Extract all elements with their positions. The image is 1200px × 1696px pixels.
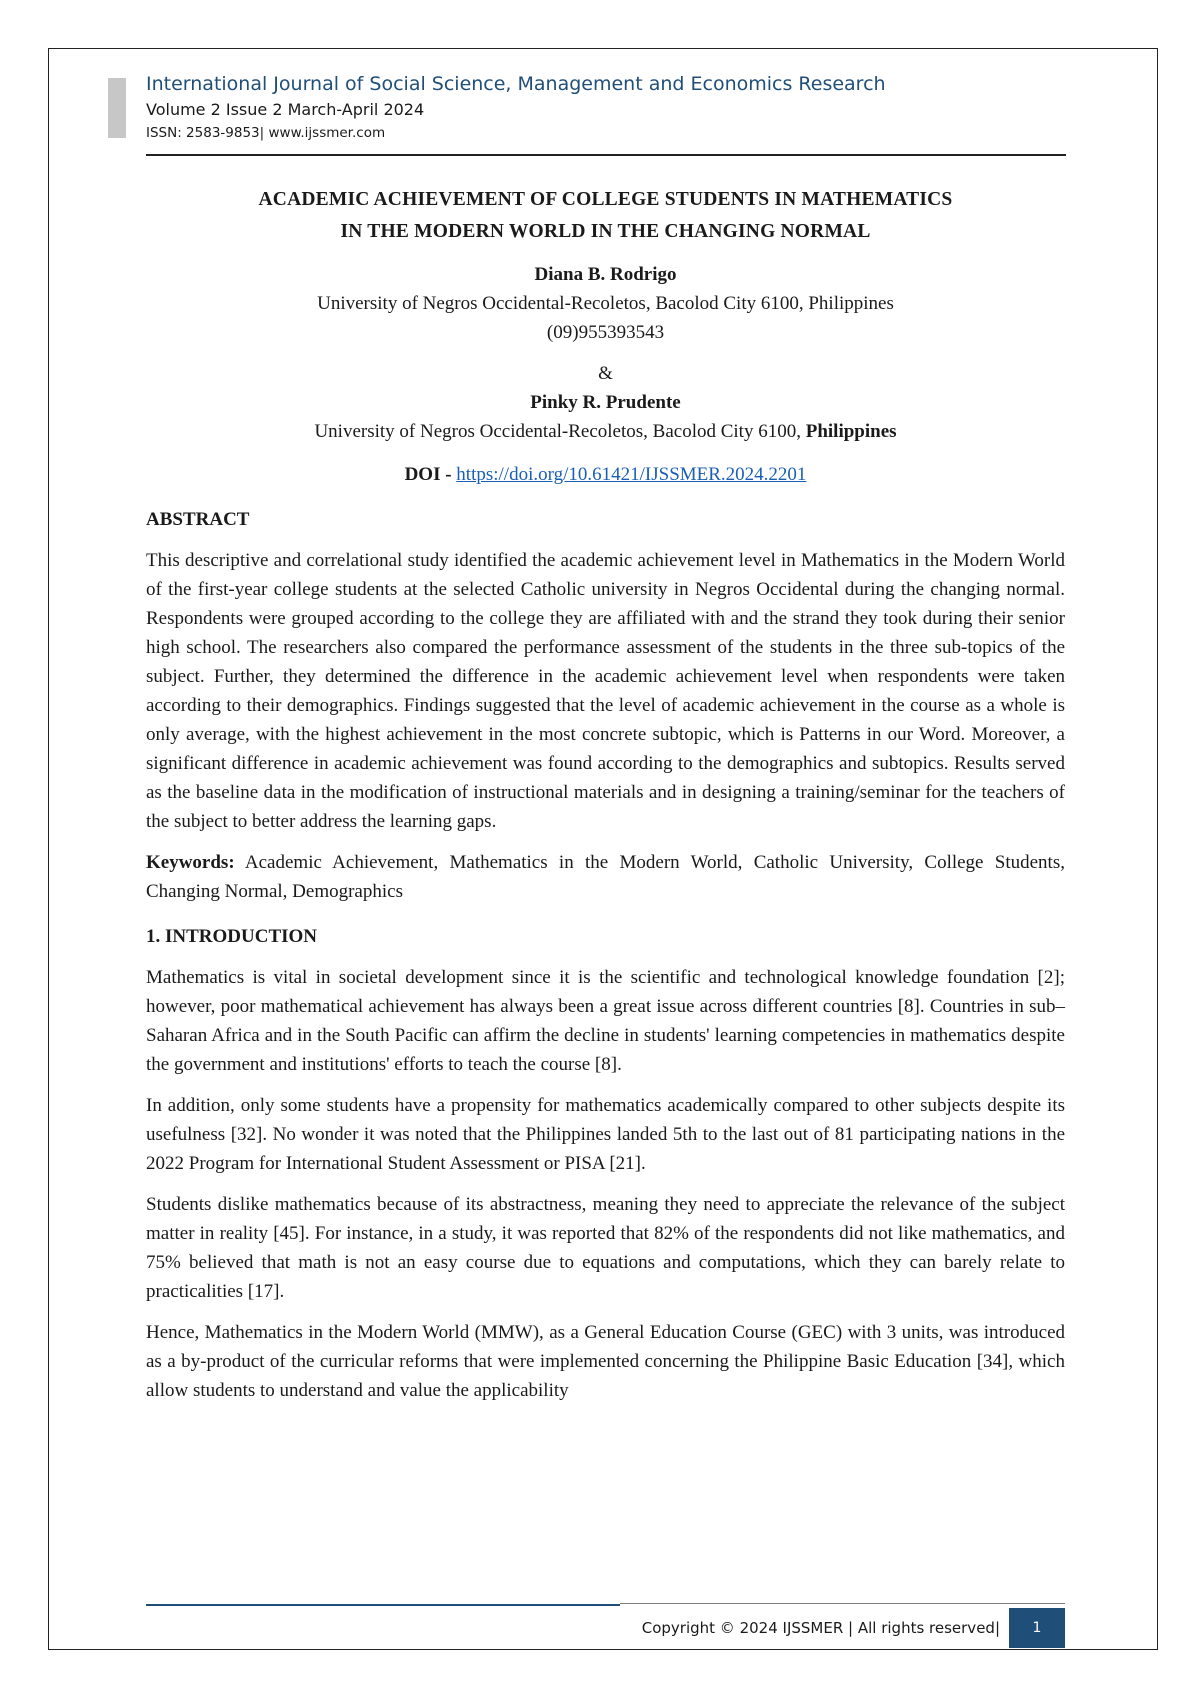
paper-content — [146, 184, 1065, 1405]
author-separator: & — [598, 363, 613, 384]
author-1-phone: (09)955393543 — [546, 322, 665, 343]
footer-copyright: Copyright © 2024 IJSSMER | All rights reserved| — [641, 1619, 1000, 1637]
author-1-name: Diana B. Rodrigo — [534, 264, 677, 285]
journal-issn: ISSN: 2583-9853| www.ijssmer.com — [146, 125, 386, 141]
intro-paragraph-3: Students dislike mathematics because of its abstractness, meaning they need to appreciate the relevance of the subject matter in reality [45]. For instance, in a study, it was reported that 82% of the respondents did not like mathematics, and 75% believed that math is not an easy course due to equations and computations, which they can barely relate to practicalities [17]. — [146, 1194, 1065, 1302]
journal-volume: Volume 2 Issue 2 March-April 2024 — [146, 100, 425, 119]
page-number-badge — [1009, 1608, 1065, 1648]
header-text-block — [146, 70, 1065, 144]
author-1-affiliation: University of Negros Occidental-Recoletos, Bacolod City 6100, Philippines — [317, 293, 894, 314]
header-rule — [146, 154, 1066, 156]
doi-link[interactable]: https://doi.org/10.61421/IJSSMER.2024.2201 — [456, 464, 807, 485]
doi-label: DOI - — [404, 464, 452, 485]
intro-paragraph-1: Mathematics is vital in societal development since it is the scientific and technological knowledge foundation [2]; however, poor mathematical achievement has always been a great issue across different countries [8]. Countries in sub–Saharan Africa and in the South Pacific can affirm the decline in students' learning competencies in mathematics despite the government and institutions' efforts to teach the course [8]. — [146, 967, 1065, 1075]
intro-paragraph-2: In addition, only some students have a propensity for mathematics academically compared to other subjects despite its usefulness [32]. No wonder it was noted that the Philippines landed 5th to the last out of 81 participating nations in the 2022 Program for International Student Assessment or PISA [21]. — [146, 1095, 1065, 1174]
footer-rule — [620, 1603, 1065, 1604]
journal-title: International Journal of Social Science, Management and Economics Research — [146, 73, 886, 95]
author-2-country: Philippines — [805, 421, 897, 442]
author-2-affiliation: University of Negros Occidental-Recoletos, Bacolod City 6100, — [314, 421, 801, 442]
keywords-text: Academic Achievement, Mathematics in the Modern World, Catholic University, College Students, Changing Normal, Demographics — [146, 852, 1065, 902]
paper-title-line-1: ACADEMIC ACHIEVEMENT OF COLLEGE STUDENTS IN MATHEMATICS — [258, 189, 953, 210]
doi-line — [146, 460, 1065, 489]
author-2-affiliation-line — [146, 417, 1065, 446]
abstract-heading: ABSTRACT — [146, 509, 250, 530]
header-accent-bar — [108, 78, 126, 138]
footer-rule-accent — [146, 1604, 620, 1606]
keywords-label: Keywords: — [146, 852, 235, 873]
keywords-paragraph — [146, 848, 1065, 906]
page-number: 1 — [1032, 1620, 1042, 1636]
abstract-text: This descriptive and correlational study identified the academic achievement level in Mathematics in the Modern World of the first-year college students at the selected Catholic university in Negros Occidental during the changing normal. Respondents were grouped according to the college they are affiliated with and the strand they took during their senior high school. The researchers also compared the performance assessment of the students in the three sub-topics of the subject. Further, they determined the difference in the academic achievement level when respondents were taken according to their demographics. Findings suggested that the level of academic achievement in the course as a whole is only average, with the highest achievement in the most concrete subtopic, which is Patterns in our Word. Moreover, a significant difference in academic achievement was found according to the demographics and subtopics. Results served as the baseline data in the modification of instructional materials and in designing a training/seminar for the teachers of the subject to better address the learning gaps. — [146, 550, 1065, 832]
author-2-name: Pinky R. Prudente — [530, 392, 681, 413]
intro-paragraph-4: Hence, Mathematics in the Modern World (MMW), as a General Education Course (GEC) with 3 units, was introduced as a by-product of the curricular reforms that were implemented concerning the Philippine Basic Education [34], which allow students to understand and value the applicability — [146, 1322, 1065, 1401]
paper-title-line-2: IN THE MODERN WORLD IN THE CHANGING NORMAL — [340, 221, 871, 242]
introduction-heading: 1. INTRODUCTION — [146, 926, 318, 947]
paper-title — [146, 184, 1065, 248]
